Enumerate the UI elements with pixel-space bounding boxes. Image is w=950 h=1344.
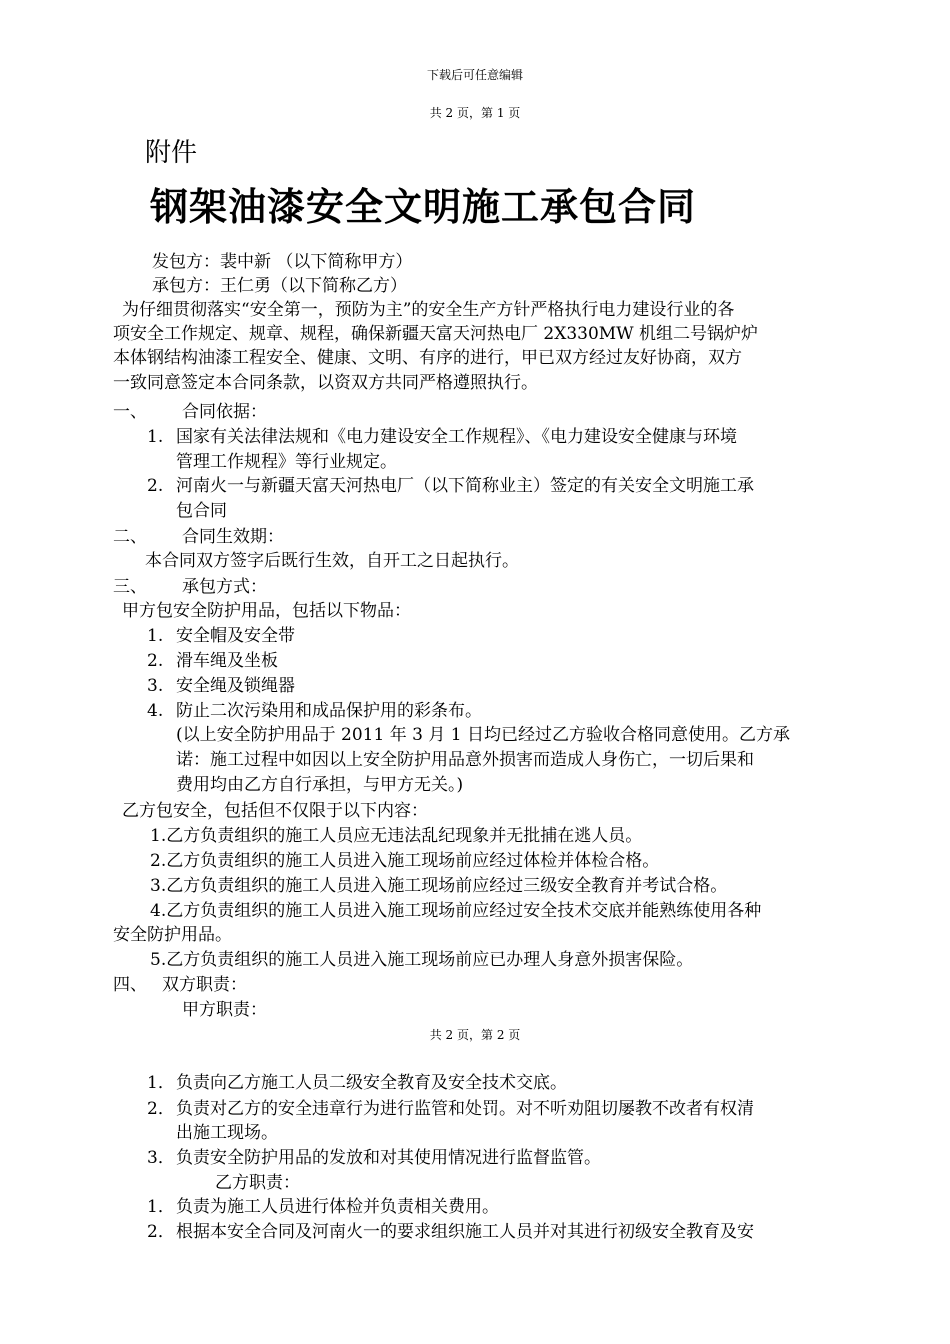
section-title: 双方职责： — [162, 975, 247, 995]
list-item-number: 2． — [147, 1222, 175, 1242]
note-line: (以上安全防护用品于 2011 年 3 月 1 日均已经过乙方验收合格同意使用。乙方承 — [176, 725, 790, 745]
note-line: 诺：施工过程中如因以上安全防护用品意外损害而造成人身伤亡，一切后果和 — [176, 750, 754, 770]
list-item-number: 2. — [147, 651, 164, 671]
list-item-number: 2. — [147, 476, 164, 496]
employer-line: 发包方：裴中新 （以下简称甲方） — [152, 252, 413, 272]
list-item: 负责向乙方施工人员二级安全教育及安全技术交底。 — [176, 1073, 567, 1093]
intro-line: 本体钢结构油漆工程安全、健康、文明、有序的进行，甲已双方经过友好协商，双方 — [113, 348, 742, 368]
section-title: 合同依据： — [182, 402, 267, 422]
section-title: 合同生效期： — [182, 527, 284, 547]
list-item: 滑车绳及坐板 — [176, 651, 278, 671]
list-item: 国家有关法律法规和《电力建设安全工作规程》、《电力建设安全健康与环境 — [176, 427, 737, 447]
contractor-line: 承包方：王仁勇（以下简称乙方） — [152, 276, 407, 296]
list-item-number: 3. — [147, 676, 164, 696]
list-item-number: 2． — [147, 1099, 175, 1119]
list-item-number: 1. — [147, 626, 164, 646]
document-title: 钢架油漆安全文明施工承包合同 — [150, 185, 697, 229]
section-text: 本合同双方签字后既行生效，自开工之日起执行。 — [145, 551, 519, 571]
list-item: 4.乙方负责组织的施工人员进入施工现场前应经过安全技术交底并能熟练使用各种 — [150, 901, 762, 921]
list-item-number: 1． — [147, 1197, 175, 1217]
list-item: 安全绳及锁绳器 — [176, 676, 295, 696]
list-item: 1.乙方负责组织的施工人员应无违法乱纪现象并无批捕在逃人员。 — [150, 826, 643, 846]
section-number: 二、 — [113, 527, 147, 547]
annex-label: 附件 — [145, 138, 198, 168]
section-lead: 甲方包安全防护用品，包括以下物品： — [122, 601, 411, 621]
list-item: 管理工作规程》等行业规定。 — [176, 452, 397, 472]
list-item: 河南火一与新疆天富天河热电厂（以下简称业主）签定的有关安全文明施工承 — [176, 476, 754, 496]
list-item: 包合同 — [176, 501, 227, 521]
list-item: 根据本安全合同及河南火一的要求组织施工人员并对其进行初级安全教育及安 — [176, 1222, 754, 1242]
list-item: 2.乙方负责组织的施工人员进入施工现场前应经过体检并体检合格。 — [150, 851, 660, 871]
intro-line: 一致同意签定本合同条款，以资双方共同严格遵照执行。 — [113, 373, 538, 393]
section-number: 一、 — [113, 402, 147, 422]
list-item: 防止二次污染用和成品保护用的彩条布。 — [176, 701, 482, 721]
list-item: 安全帽及安全带 — [176, 626, 295, 646]
list-item: 负责安全防护用品的发放和对其使用情况进行监督监管。 — [176, 1148, 601, 1168]
page-indicator: 共 2 页，第 1 页 — [429, 106, 521, 120]
list-item: 安全防护用品。 — [113, 925, 232, 945]
subsection-title: 乙方职责： — [215, 1173, 300, 1193]
list-item: 出施工现场。 — [176, 1123, 278, 1143]
page-indicator: 共 2 页，第 2 页 — [429, 1028, 521, 1042]
list-item: 3.乙方负责组织的施工人员进入施工现场前应经过三级安全教育并考试合格。 — [150, 876, 728, 896]
section-lead: 乙方包安全，包括但不仅限于以下内容： — [122, 801, 428, 821]
list-item: 5.乙方负责组织的施工人员进入施工现场前应已办理人身意外损害保险。 — [150, 950, 694, 970]
header-note: 下载后可任意编辑 — [426, 68, 523, 82]
list-item-number: 4. — [147, 701, 164, 721]
section-number: 三、 — [113, 577, 147, 597]
list-item-number: 3． — [147, 1148, 175, 1168]
list-item: 负责为施工人员进行体检并负责相关费用。 — [176, 1197, 499, 1217]
intro-line: 项安全工作规定、规章、规程，确保新疆天富天河热电厂 2X330MW 机组二号锅炉炉 — [113, 324, 759, 344]
section-number: 四、 — [113, 975, 147, 995]
list-item-number: 1． — [147, 1073, 175, 1093]
subsection-title: 甲方职责： — [182, 1000, 267, 1020]
note-line: 费用均由乙方自行承担，与甲方无关。) — [176, 775, 464, 795]
list-item-number: 1. — [147, 427, 164, 447]
list-item: 负责对乙方的安全违章行为进行监管和处罚。对不听劝阻切屡教不改者有权清 — [176, 1099, 754, 1119]
section-title: 承包方式： — [182, 577, 267, 597]
intro-line: 为仔细贯彻落实“安全第一，预防为主”的安全生产方针严格执行电力建设行业的各 — [122, 300, 735, 320]
